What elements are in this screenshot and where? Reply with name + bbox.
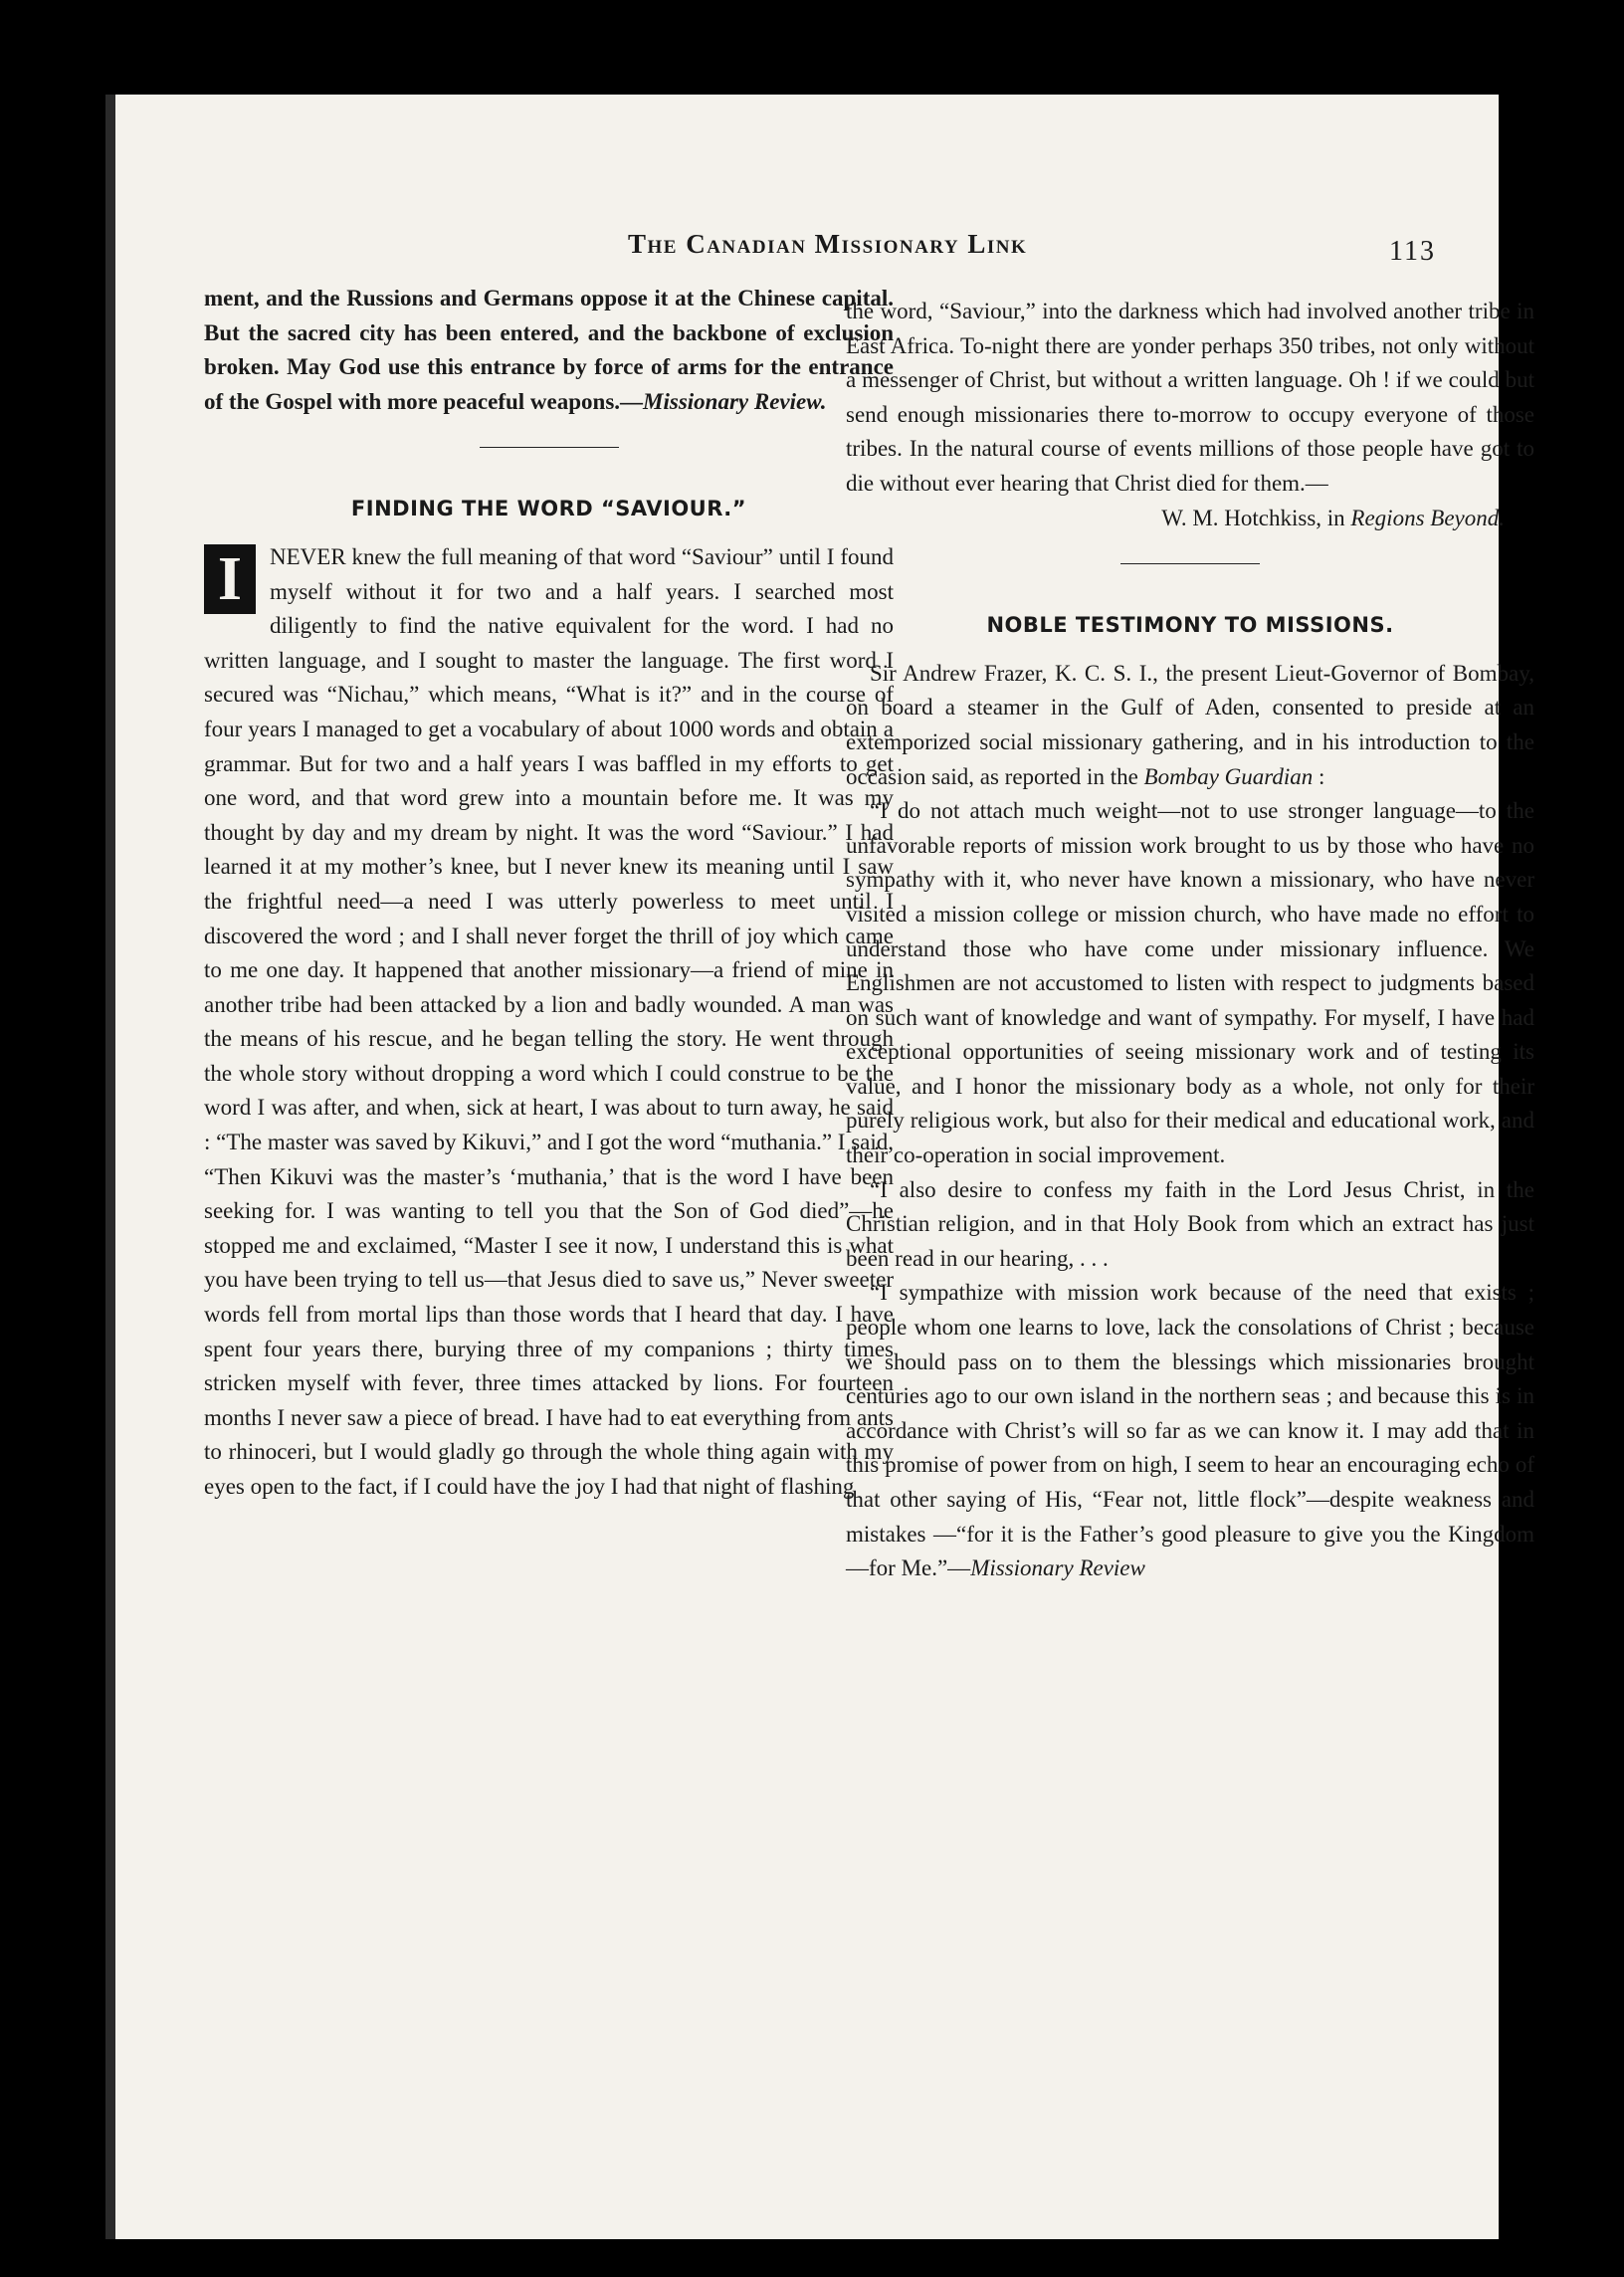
intro-end: :: [1313, 763, 1325, 789]
drop-cap: I: [204, 544, 256, 614]
intro-text: Sir Andrew Frazer, K. C. S. I., the present Lieut-Governor of Bombay, on board a steamer in the Gulf of Aden, consented to preside at an extemporized social missionary gathering, and in his introduction to the occasion said, as reported in the: [846, 660, 1534, 789]
article-continued: the word, “Saviour,” into the darkness which had involved another tribe in East Africa. To-night there are yonder perhaps 350 tribes, not only without a messenger of Christ, but without a written language. Oh ! if we could but send enough missionaries there to-morrow to occupy everyone of those tribes. In the natural course of events millions of those people have got to die without ever hearing that Christ died for them.—: [846, 299, 1534, 496]
continued-source: Missionary Review.: [643, 388, 827, 414]
continued-text: ment, and the Russions and Germans oppose it at the Chinese capital. But the sacred city has been entered, and the backbone of exclusion broken. May God use this entrance by force of arms for the entrance of the Gospel with more peaceful weapons.—: [204, 286, 894, 414]
section-divider: [480, 447, 619, 448]
page-number: 113: [1389, 236, 1436, 267]
left-column: [204, 282, 894, 1505]
quote-paragraph-3-source: Missionary Review: [970, 1555, 1145, 1581]
article-body-text: NEVER knew the full meaning of that word “Saviour” until I found myself without it for two and a half years. I searched most diligently to find the native equivalent for the word. I had no written language, and I sought to master the language. The first word I secured was “Nichau,” which means, “What is it?” and in the course of four years I managed to get a vocabulary of about 1000 words and obtain a grammar. But for two and a half years I was baffled in my efforts to get one word, and that word grew into a mountain before me. It was my thought by day and my dream by night. It was the word “Saviour.” I had learned it at my mother’s knee, but I never knew its meaning until I saw the frightful need—a need I was utterly powerless to meet until I discovered the word ; and I shall never forget the thrill of joy which came to me one day. It happened that another missionary—a friend of mine in another tribe had been attacked by a lion and badly wounded. A man was the means of his rescue, and he began telling the story. He went through the whole story without dropping a word which I could construe to be the word I was after, and when, sick at heart, I was about to turn away, he said : “The master was saved by Kikuvi,” and I got the word “muthania.” I said, “Then Kikuvi was the master’s ‘muthania,’ that is the word I have been seeking for. I was wanting to tell you that the Son of God died”—he stopped me and exclaimed, “Master I see it now, I understand this is what you have been trying to tell us—that Jesus died to save us,” Never sweeter words fell from mortal lips than those words that I heard that day. I have spent four years there, burying three of my companions ; thirty times stricken myself with fever, three times attacked by lions. For fourteen months I never saw a piece of bread. I have had to eat everything from ants to rhinoceri, but I would gladly go through the whole thing again with my eyes open to the fact, if I could have the joy I had that night of flashing: [204, 543, 894, 1499]
magazine-page: [105, 95, 1534, 2239]
right-column: [846, 295, 1534, 1586]
intro-source: Bombay Guardian: [1143, 763, 1314, 789]
running-title: The Canadian Missionary Link: [628, 229, 1028, 259]
quote-paragraph-3: [846, 1276, 1534, 1585]
quote-paragraph-3-text: “I sympathize with mission work because of the need that exists ; people whom one learns to love, lack the consolations of Christ ; because we should pass on to them the blessings which missionaries brought centuries ago to our own island in the northern seas ; and because this is in accordance with Christ’s will so far as we can know it. I may add that in this promise of power from on high, I seem to hear an encouraging echo of that other saying of His, “Fear not, little flock”—despite weakness and mistakes —“for it is the Father’s good pleasure to give you the Kingdom—for Me.”—: [846, 1280, 1534, 1581]
article-body-saviour: [204, 540, 894, 1505]
signature: [846, 502, 1534, 536]
signature-source: Regions Beyond.: [1350, 505, 1505, 530]
article-title-testimony: NOBLE TESTIMONY TO MISSIONS.: [986, 613, 1394, 638]
intro-paragraph: [846, 657, 1534, 794]
signature-author: W. M. Hotchkiss, in: [1161, 505, 1351, 530]
section-divider-2: [1120, 563, 1260, 564]
quote-paragraph-2: “I also desire to confess my faith in the Lord Jesus Christ, in the Christian religion, and in that Holy Book from which an extract has just been read in our hearing, . . .: [846, 1176, 1534, 1271]
continued-paragraph: [204, 282, 894, 419]
page-spine: [105, 95, 115, 2239]
quote-paragraph-1: “I do not attach much weight—not to use stronger language—to the unfavorable reports of mission work brought to us by those who have no sympathy with it, who never have known a missionary, who have never visited a mission college or mission church, who have made no effort to understand those who have come under missionary influence. We Englishmen are not accustomed to listen with respect to judgments based on such want of knowledge and want of sympathy. For myself, I have had exceptional opportunities of seeing missionary work and of testing its value, and I honor the missionary body as a whole, not only for their purely religious work, but also for their medical and educational work, and their co-operation in social improvement.: [846, 798, 1534, 1168]
article-title-saviour: FINDING THE WORD “SAVIOUR.”: [350, 497, 747, 521]
